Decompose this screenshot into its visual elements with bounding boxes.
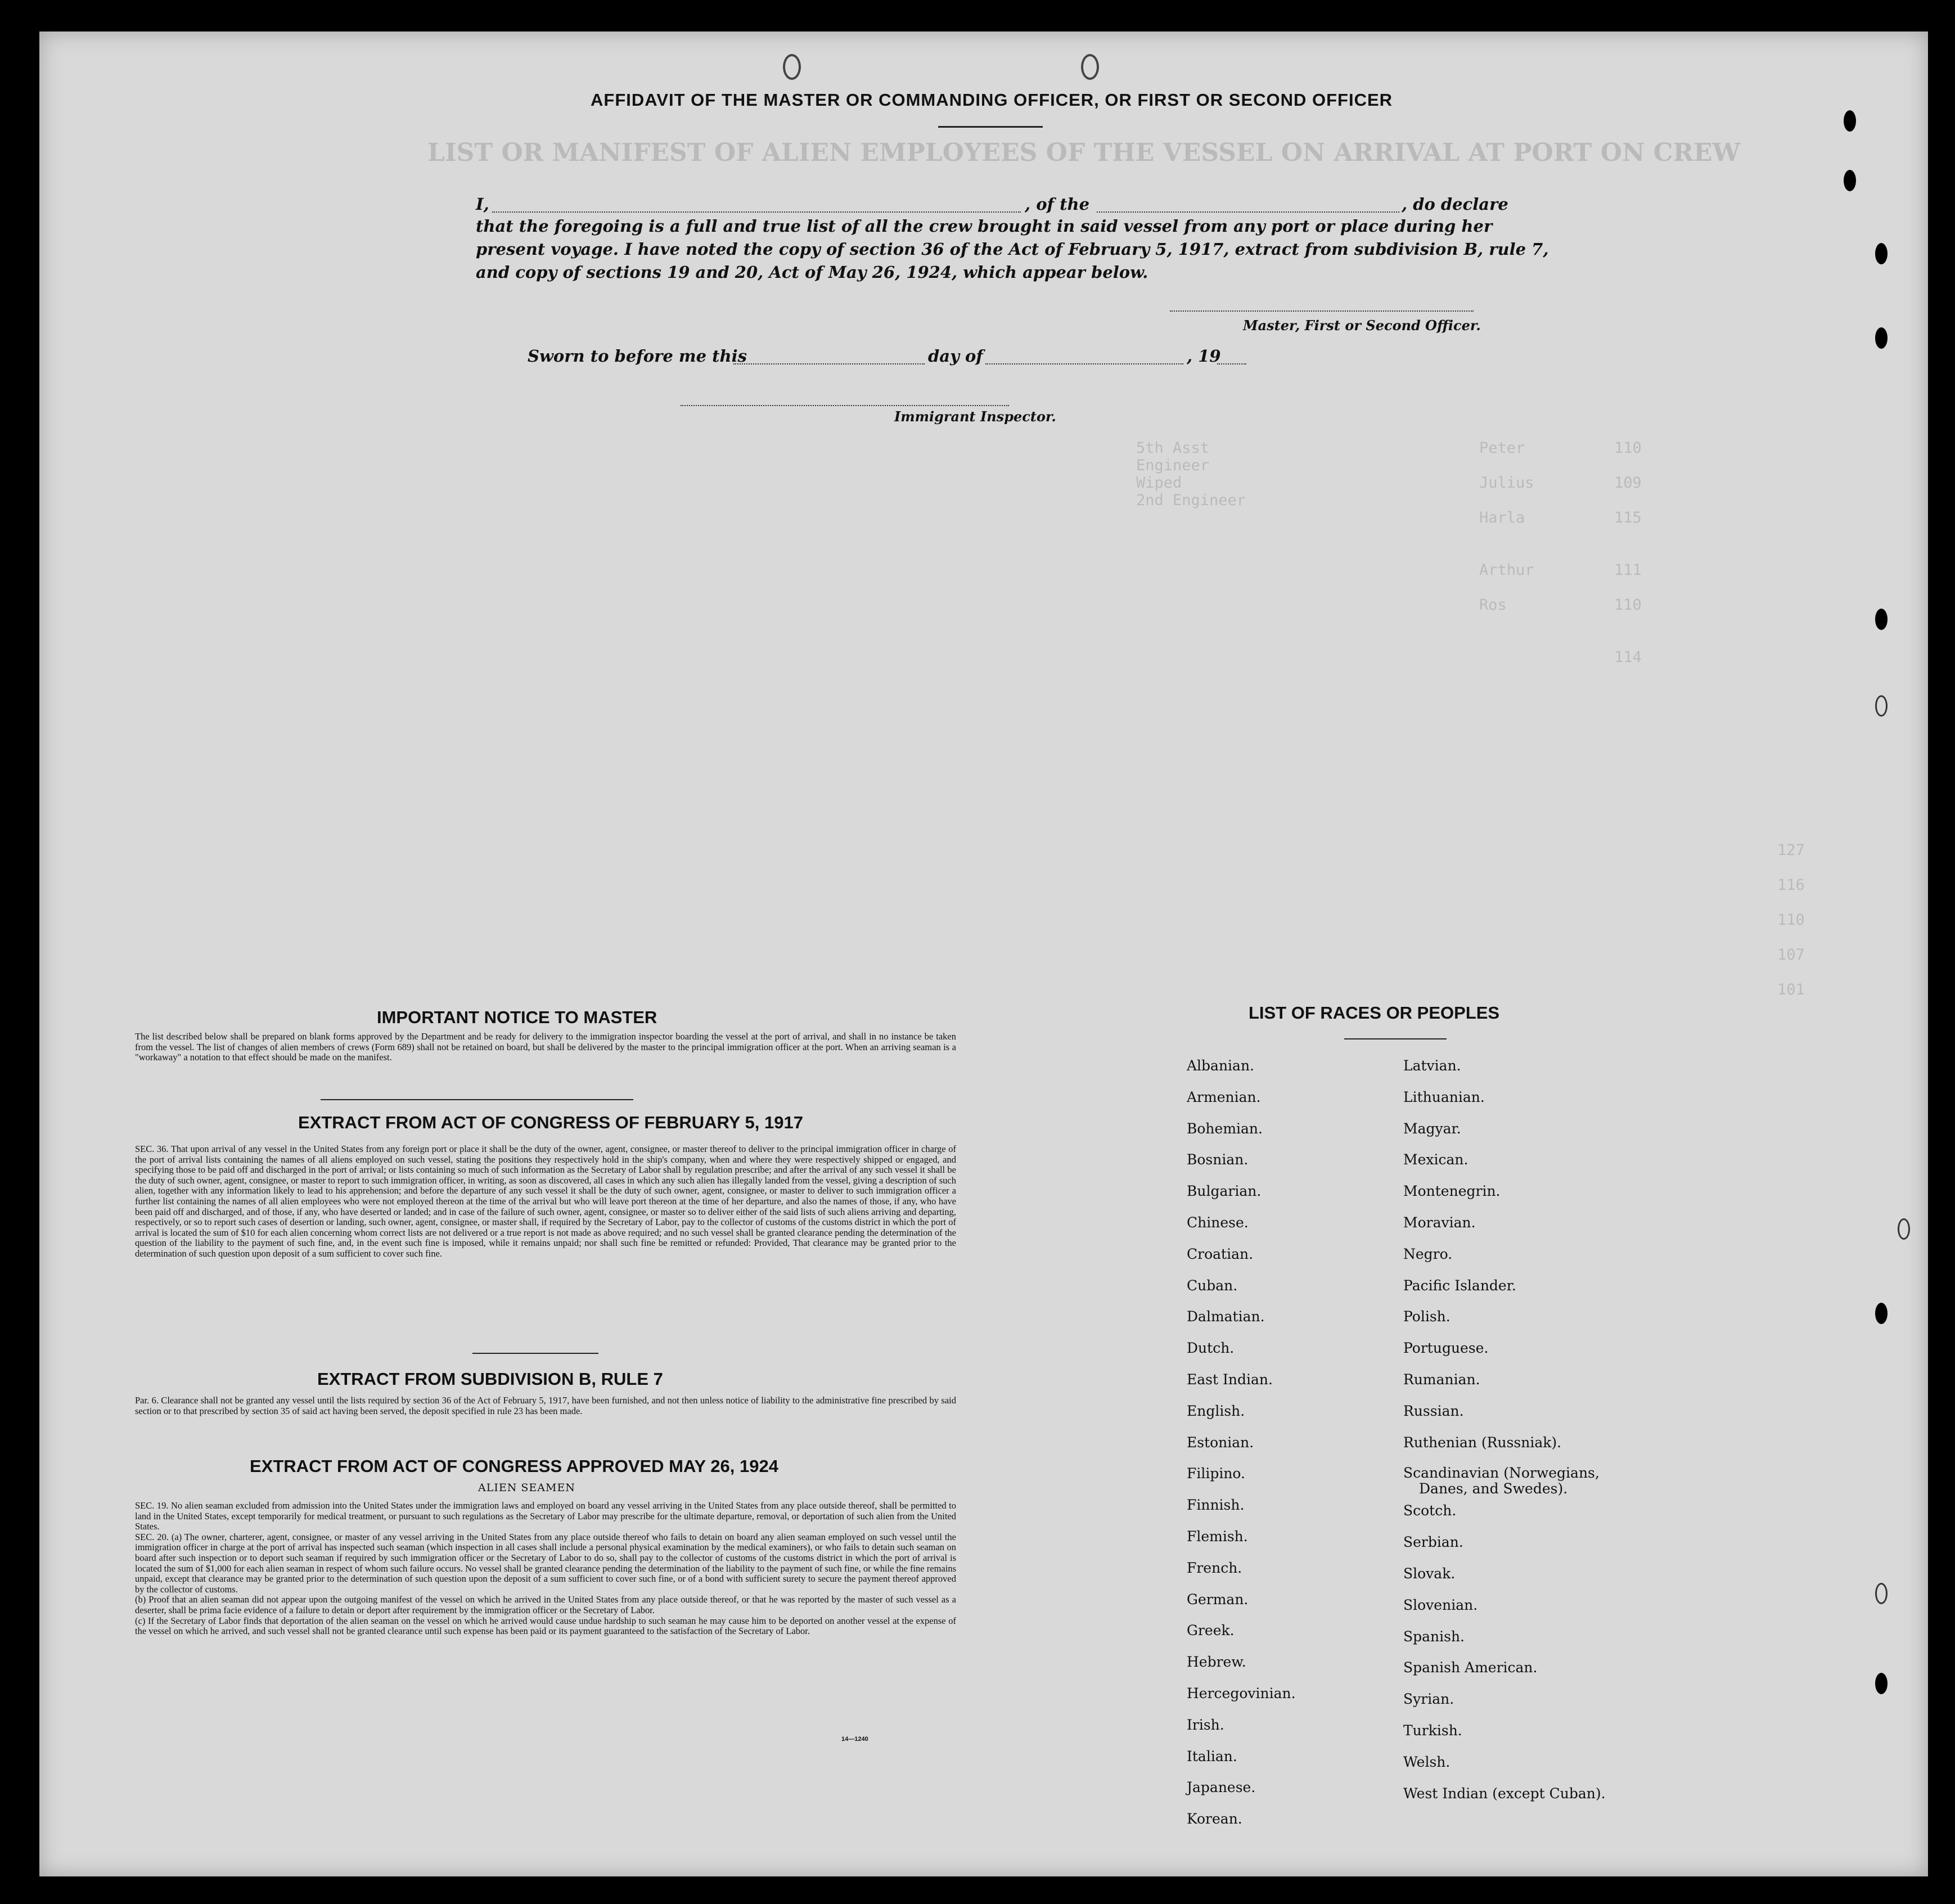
section-19-text: SEC. 19. No alien seaman excluded from admission into the United States under the immigration laws and employed on board any vessel arriving in the United States from any place outside thereof, shall be permitted to land in the United States, except temporarily for medical treatment, or pursuant to such regulations as the Secretary of Labor may prescribe for the ultimate departure, removal, or deportation of such alien from the United States. (135, 1500, 956, 1532)
race-list-item: Turkish. (1403, 1722, 1462, 1739)
race-list-item: Dalmatian. (1187, 1308, 1265, 1325)
affidavit-declaration: that the foregoing is a full and true list of all the crew brought in said vessel from any port or place during her present voyage. I have noted the copy of section 36 of the Act of February 5, 1917, extract from subdivision B, rule 7, and copy of sections 19 and 20, Act of May 26, 1924, which appear below. (476, 217, 1549, 282)
section-20a-text: SEC. 20. (a) The owner, charterer, agent, consignee, or master of any vessel arriving in the United States from any place outside thereof who fails to detain on board any alien seaman employed on such vessel until the immigration officer in charge at the port of arrival has inspected such seaman (which inspection in all cases shall include a personal physical examination by the medical examiners), or who fails to detain such seaman on board after such inspection or to deport such seaman if required by such immigration officer or the Secretary of Labor to do so, shall pay to the collector of customs of the customs district in which the port of arrival is located the sum of $1,000 for each alien seaman in respect of whom such failure occurs. No vessel shall be granted clearance pending the determination of the liability to the payment of such fine, or while the fine remains unpaid, except that clearance may be granted prior to the determination of such question upon the deposit of a sum sufficient to cover such fine, or of a bond with sufficient surety to secure the payment thereof approved by the collector of customs. (135, 1531, 956, 1595)
race-list-item: Hebrew. (1187, 1654, 1246, 1671)
race-list-item: East Indian. (1187, 1371, 1273, 1388)
race-list-item: Dutch. (1187, 1340, 1235, 1357)
race-list-item: Finnish. (1187, 1497, 1245, 1514)
punch-hole-icon (1898, 1218, 1910, 1240)
sworn-month-field[interactable] (985, 363, 1183, 364)
race-list-item: Korean. (1187, 1811, 1242, 1828)
binder-ring-icon (1081, 54, 1099, 80)
punch-hole-icon (1875, 609, 1888, 630)
punch-hole-icon (1875, 327, 1888, 349)
extract-1917-title: EXTRACT FROM ACT OF CONGRESS OF FEBRUARY 5, 1917 (298, 1113, 803, 1132)
form-number: 14—1240 (841, 1736, 868, 1743)
races-list-title: LIST OF RACES OR PEOPLES (1249, 1003, 1500, 1023)
section-20b-text: (b) Proof that an alien seaman did not appear upon the outgoing manifest of the vessel on which he arrived in the United States from any place outside thereof, or that he was reported by the master of such vessel as a deserter, shall be prima facie evidence of a failure to detain or deport after requirement by the immigration officer or the Secretary of Labor. (135, 1594, 956, 1615)
race-list-item (1403, 1465, 1606, 1502)
inspector-signature-label: Immigrant Inspector. (894, 408, 1056, 425)
race-list-item: Magyar. (1403, 1120, 1461, 1137)
vessel-of-label: , of the (1025, 195, 1090, 214)
declare-label: , do declare (1402, 195, 1508, 214)
race-list-item: Hercegovinian. (1187, 1685, 1296, 1702)
race-list-item: Rumanian. (1403, 1371, 1480, 1388)
race-list-item: Armenian. (1187, 1088, 1261, 1105)
race-list-item: Bosnian. (1187, 1151, 1249, 1168)
race-list-item: Pacific Islander. (1403, 1277, 1516, 1294)
officer-signature-label: Master, First or Second Officer. (1243, 317, 1481, 334)
year-label: , 19 (1187, 346, 1221, 366)
race-list-item: Albanian. (1187, 1057, 1255, 1074)
race-list-item: Polish. (1403, 1308, 1451, 1325)
extract-1924-text (135, 1501, 956, 1637)
race-list-item: Italian. (1187, 1748, 1237, 1765)
race-list-item: Japanese. (1187, 1779, 1256, 1796)
sworn-label: Sworn to before me this (528, 346, 747, 366)
extract-rule7-text: Par. 6. Clearance shall not be granted any vessel until the lists required by section 36 of the Act of February 5, 1917, have been furnished, and not then unless notice of liability to the administrative fine prescribed by said section or to that prescribed by section 35 of said act having been served, the deposit specified in rule 23 has been made. (135, 1395, 956, 1416)
declarant-label: I, (476, 195, 489, 214)
race-list-item: Flemish. (1187, 1528, 1248, 1545)
punch-hole-icon (1875, 243, 1888, 264)
race-list-item: Croatian. (1187, 1245, 1254, 1262)
races-title-underline (1344, 1038, 1447, 1039)
officer-signature-field[interactable] (1170, 310, 1474, 312)
race-list-item: German. (1187, 1591, 1249, 1608)
extract-1917-text: SEC. 36. That upon arrival of any vessel in the United States from any foreign port or place it shall be the duty of the owner, agent, consignee, or master thereof to deliver to the principal immigration officer in charge of the port of arrival lists containing the names of all aliens employed on such vessel, stating the positions they respectively hold in the ship's company, when and where they were respectively shipped or engaged, and specifying those to be paid off and discharged in the port of arrival; or lists containing so much of such information as the Secretary of Labor shall by regulation prescribe; and after the arrival of any such vessel it shall be the duty of such owner, agent, consignee, or master to report to such immigration officer, in writing, as soon as discovered, all cases in which any such alien has illegally landed from the vessel, giving a description of such alien, together with any information likely to lead to his apprehension; and before the departure of any such vessel it shall be the duty of such owner, agent, consignee, or master to deliver to such immigration officer a further list containing the names of all alien employees who were not employed thereon at the time of the arrival but who will leave port thereon at the time of her departure, and also the names of those, if any, who have been paid off and discharged, and of those, if any, who have deserted or landed; and in case of the failure of such owner, agent, consignee, or master so to deliver either of the said lists of such aliens arriving and departing, respectively, or so to report such cases of desertion or landing, such owner, agent, consignee, or master shall, if required by the Secretary of Labor, pay to the collector of customs of the customs district in which the port of arrival is located the sum of $10 for each alien concerning whom correct lists are not delivered or a true report is not made as above required; and no such vessel shall be granted clearance pending the determination of the question of the liability to the payment of such fine, and, in the event such fine is imposed, while it remains unpaid; nor shall such fine be remitted or refunded: Provided, That clearance may be granted prior to the determination of such question upon deposit of a sum sufficient to cover such fine. (135, 1144, 956, 1259)
race-list-item: French. (1187, 1559, 1242, 1576)
bleed-through-column: 5th Asst Engineer Wiped 2nd Engineer (1136, 439, 1246, 509)
race-list-item: Cuban. (1187, 1277, 1238, 1294)
inspector-signature-field[interactable] (681, 405, 1009, 406)
races-column-left (1187, 1057, 1296, 1842)
day-of-label: day of (928, 346, 983, 366)
sworn-day-field[interactable] (733, 363, 925, 364)
vessel-name-field[interactable] (1097, 211, 1399, 213)
race-list-item: Greek. (1187, 1622, 1235, 1639)
document-page (39, 31, 1928, 1876)
alien-seamen-subtitle: ALIEN SEAMEN (478, 1482, 575, 1494)
race-list-item: Estonian. (1187, 1434, 1254, 1451)
race-list-item: Serbian. (1403, 1534, 1463, 1551)
notice-text: The list described below shall be prepared on blank forms approved by the Department and be ready for delivery to the immigration inspector boarding the vessel at the port of arrival, and shall in no instance be taken from the vessel. The list of changes of alien members of crews (Form 689) shall not be retained on board, but shall be delivered by the master to the principal immigration officer at the port. When an arriving seaman is a "workaway" a notation to that effect should be made on the manifest. (135, 1031, 956, 1063)
race-list-item: Bohemian. (1187, 1120, 1263, 1137)
sworn-year-field[interactable] (1217, 363, 1246, 364)
extract-1924-title: EXTRACT FROM ACT OF CONGRESS APPROVED MAY 26, 1924 (250, 1456, 778, 1476)
race-list-item: Irish. (1187, 1716, 1224, 1733)
race-list-item: English. (1187, 1402, 1245, 1419)
race-list-item: Russian. (1403, 1402, 1464, 1419)
race-list-item: Montenegrin. (1403, 1183, 1501, 1200)
race-list-item: Scotch. (1403, 1502, 1457, 1519)
affidavit-title: AFFIDAVIT OF THE MASTER OR COMMANDING OFFICER, OR FIRST OR SECOND OFFICER (591, 90, 1393, 110)
race-list-item: Chinese. (1187, 1214, 1249, 1231)
bleed-through-column: Peter Julius Harla Arthur Ros (1479, 439, 1534, 614)
punch-hole-icon (1875, 1303, 1888, 1324)
race-list-item: Latvian. (1403, 1057, 1461, 1074)
declarant-name-field[interactable] (492, 211, 1021, 213)
race-list-line: Scandinavian (Norwegians, (1403, 1465, 1600, 1482)
race-list-item: Syrian. (1403, 1691, 1454, 1708)
race-list-item: Mexican. (1403, 1151, 1468, 1168)
race-list-item: Bulgarian. (1187, 1183, 1262, 1200)
title-underline (938, 126, 1043, 128)
punch-hole-icon (1844, 170, 1856, 191)
race-list-item: Spanish American. (1403, 1659, 1538, 1676)
race-list-item: Lithuanian. (1403, 1088, 1485, 1105)
race-list-item: Filipino. (1187, 1465, 1245, 1482)
binder-ring-icon (783, 54, 801, 80)
race-list-item: West Indian (except Cuban). (1403, 1785, 1606, 1802)
race-list-item: Ruthenian (Russniak). (1403, 1434, 1562, 1451)
races-column-right (1403, 1057, 1606, 1816)
race-list-item: Slovenian. (1403, 1596, 1478, 1613)
section-divider (472, 1353, 598, 1354)
bleed-through-column: 110 109 115 111 110 114 (1614, 439, 1642, 666)
section-divider (321, 1099, 633, 1100)
race-list-item: Slovak. (1403, 1565, 1456, 1582)
punch-hole-icon (1844, 110, 1856, 132)
race-list-item: Negro. (1403, 1245, 1453, 1262)
punch-hole-icon (1875, 695, 1888, 717)
bleed-through-column: 127 116 110 107 101 (1777, 841, 1805, 998)
bleed-through-heading: LIST OR MANIFEST OF ALIEN EMPLOYEES OF THE VESSEL ON ARRIVAL AT PORT ON CREW (427, 138, 1741, 167)
section-20c-text: (c) If the Secretary of Labor finds that deportation of the alien seaman on the vessel on which he arrived would cause undue hardship to such seaman he may cause him to be deported on another vessel at the expense of the vessel on which he arrived, and such vessel shall not be granted clearance until such expense has been paid or its payment guaranteed to the satisfaction of the Secretary of Labor. (135, 1615, 956, 1637)
punch-hole-icon (1875, 1583, 1888, 1604)
punch-hole-icon (1875, 1673, 1888, 1694)
race-list-item: Spanish. (1403, 1628, 1465, 1645)
race-list-line: Danes, and Swedes). (1419, 1480, 1568, 1497)
race-list-item: Welsh. (1403, 1753, 1451, 1770)
notice-title: IMPORTANT NOTICE TO MASTER (377, 1007, 657, 1027)
extract-rule7-title: EXTRACT FROM SUBDIVISION B, RULE 7 (317, 1369, 663, 1389)
race-list-item: Moravian. (1403, 1214, 1476, 1231)
race-list-item: Portuguese. (1403, 1340, 1489, 1357)
